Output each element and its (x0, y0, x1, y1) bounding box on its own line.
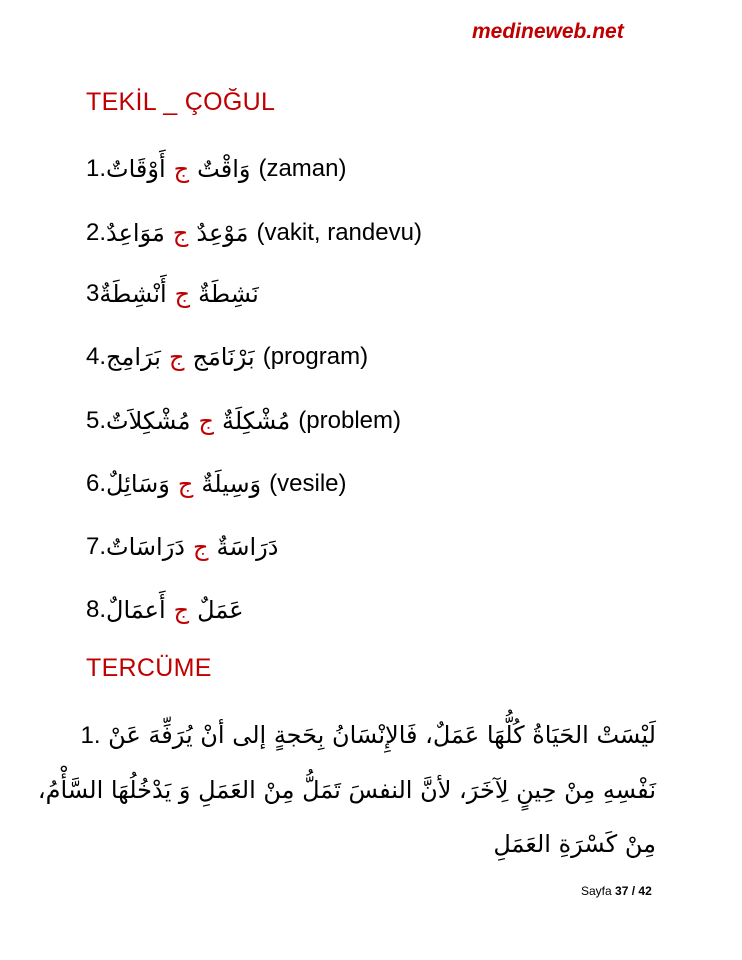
entry-arabic (99, 273, 258, 314)
paragraph-text-1: لَيْسَتْ الحَيَاةُ كُلُّهَا عَمَلٌ، فَالإِنْسَانُ بِحَجةٍ إلى أنْ يُرَفِّهَ عَنْ (108, 721, 656, 749)
singular-word: عَمَلٌ (197, 596, 244, 624)
plural-word: أَعمَالٌ (106, 596, 166, 624)
entry-number: 1. (86, 154, 107, 182)
section-heading-translation: TERCÜME (86, 654, 212, 682)
paragraph-line-2: نَفْسِهِ مِنْ حِينٍ لِآخَرَ، لأنَّ النفسَ تَمَلُّ مِنْ العَمَلِ وَ يَدْخُلُهَا السَّأْمُ، (37, 776, 656, 804)
footer-page-total: 42 (638, 884, 652, 898)
entry-number: 4. (86, 342, 107, 370)
entry-number: 3 (86, 279, 100, 307)
entry-arabic (106, 336, 255, 377)
vocab-entry (86, 463, 347, 503)
singular-word: وَاقْتٌ (197, 155, 251, 183)
entry-arabic (106, 400, 290, 441)
plural-word: مُشْكِلاَتٌ (106, 407, 191, 435)
entry-arabic (106, 463, 261, 504)
singular-word: بَرْنَامَج (192, 343, 255, 371)
plural-marker: ج (168, 343, 185, 371)
vocab-entry (86, 273, 259, 313)
entry-meaning: (problem) (298, 406, 401, 434)
entry-number: 5. (86, 406, 107, 434)
singular-word: مُشْكِلَةٌ (221, 407, 291, 435)
plural-marker: ج (173, 596, 190, 624)
plural-word: بَرَامِج (106, 343, 161, 371)
plural-word: وَسَائِلٌ (106, 470, 170, 498)
singular-word: نَشِطَةٌ (198, 280, 259, 308)
entry-arabic (106, 212, 249, 253)
plural-word: مَوَاعِدٌ (106, 219, 165, 247)
footer-page-number: 37 (615, 884, 629, 898)
vocab-entry (86, 336, 368, 376)
paragraph-line-3: مِنْ كَسْرَةِ العَمَلِ (493, 830, 656, 858)
vocab-entry (86, 212, 422, 252)
entry-number: 7. (86, 532, 107, 560)
plural-marker: ج (177, 470, 194, 498)
entry-meaning: (vakit, randevu) (256, 218, 422, 246)
plural-marker: ج (192, 533, 209, 561)
vocab-entry (86, 400, 401, 440)
vocab-entry (86, 526, 278, 566)
footer-label: Sayfa (581, 884, 612, 898)
entry-meaning: (zaman) (258, 154, 347, 182)
plural-word: دَرَاسَاتٌ (106, 533, 185, 561)
section-heading-singular-plural: TEKİL _ ÇOĞUL (86, 88, 276, 116)
vocab-entry (86, 148, 346, 188)
entry-arabic (106, 148, 250, 189)
entry-arabic (106, 589, 244, 630)
plural-marker: ج (198, 407, 214, 435)
paragraph-line-1 (80, 708, 656, 763)
vocab-entry (86, 589, 244, 629)
translation-paragraph (37, 708, 656, 871)
plural-word: أَوْقَاتٌ (106, 155, 166, 183)
plural-marker: ج (173, 155, 190, 183)
paragraph-number: 1. (80, 722, 101, 749)
singular-word: دَرَاسَةٌ (216, 533, 279, 561)
entry-number: 6. (86, 469, 107, 497)
plural-word: أَنْشِطَةٌ (99, 280, 167, 308)
entry-meaning: (program) (262, 342, 369, 370)
singular-word: مَوْعِدٌ (196, 219, 249, 247)
singular-word: وَسِيلَةٌ (201, 470, 262, 498)
entry-meaning: (vesile) (269, 469, 347, 497)
entry-arabic (106, 526, 278, 567)
plural-marker: ج (172, 219, 189, 247)
page-footer (581, 884, 652, 898)
entry-number: 8. (86, 595, 107, 623)
footer-separator: / (631, 884, 636, 898)
plural-marker: ج (174, 280, 191, 308)
entry-number: 2. (86, 218, 107, 246)
site-url: medineweb.net (472, 20, 624, 43)
